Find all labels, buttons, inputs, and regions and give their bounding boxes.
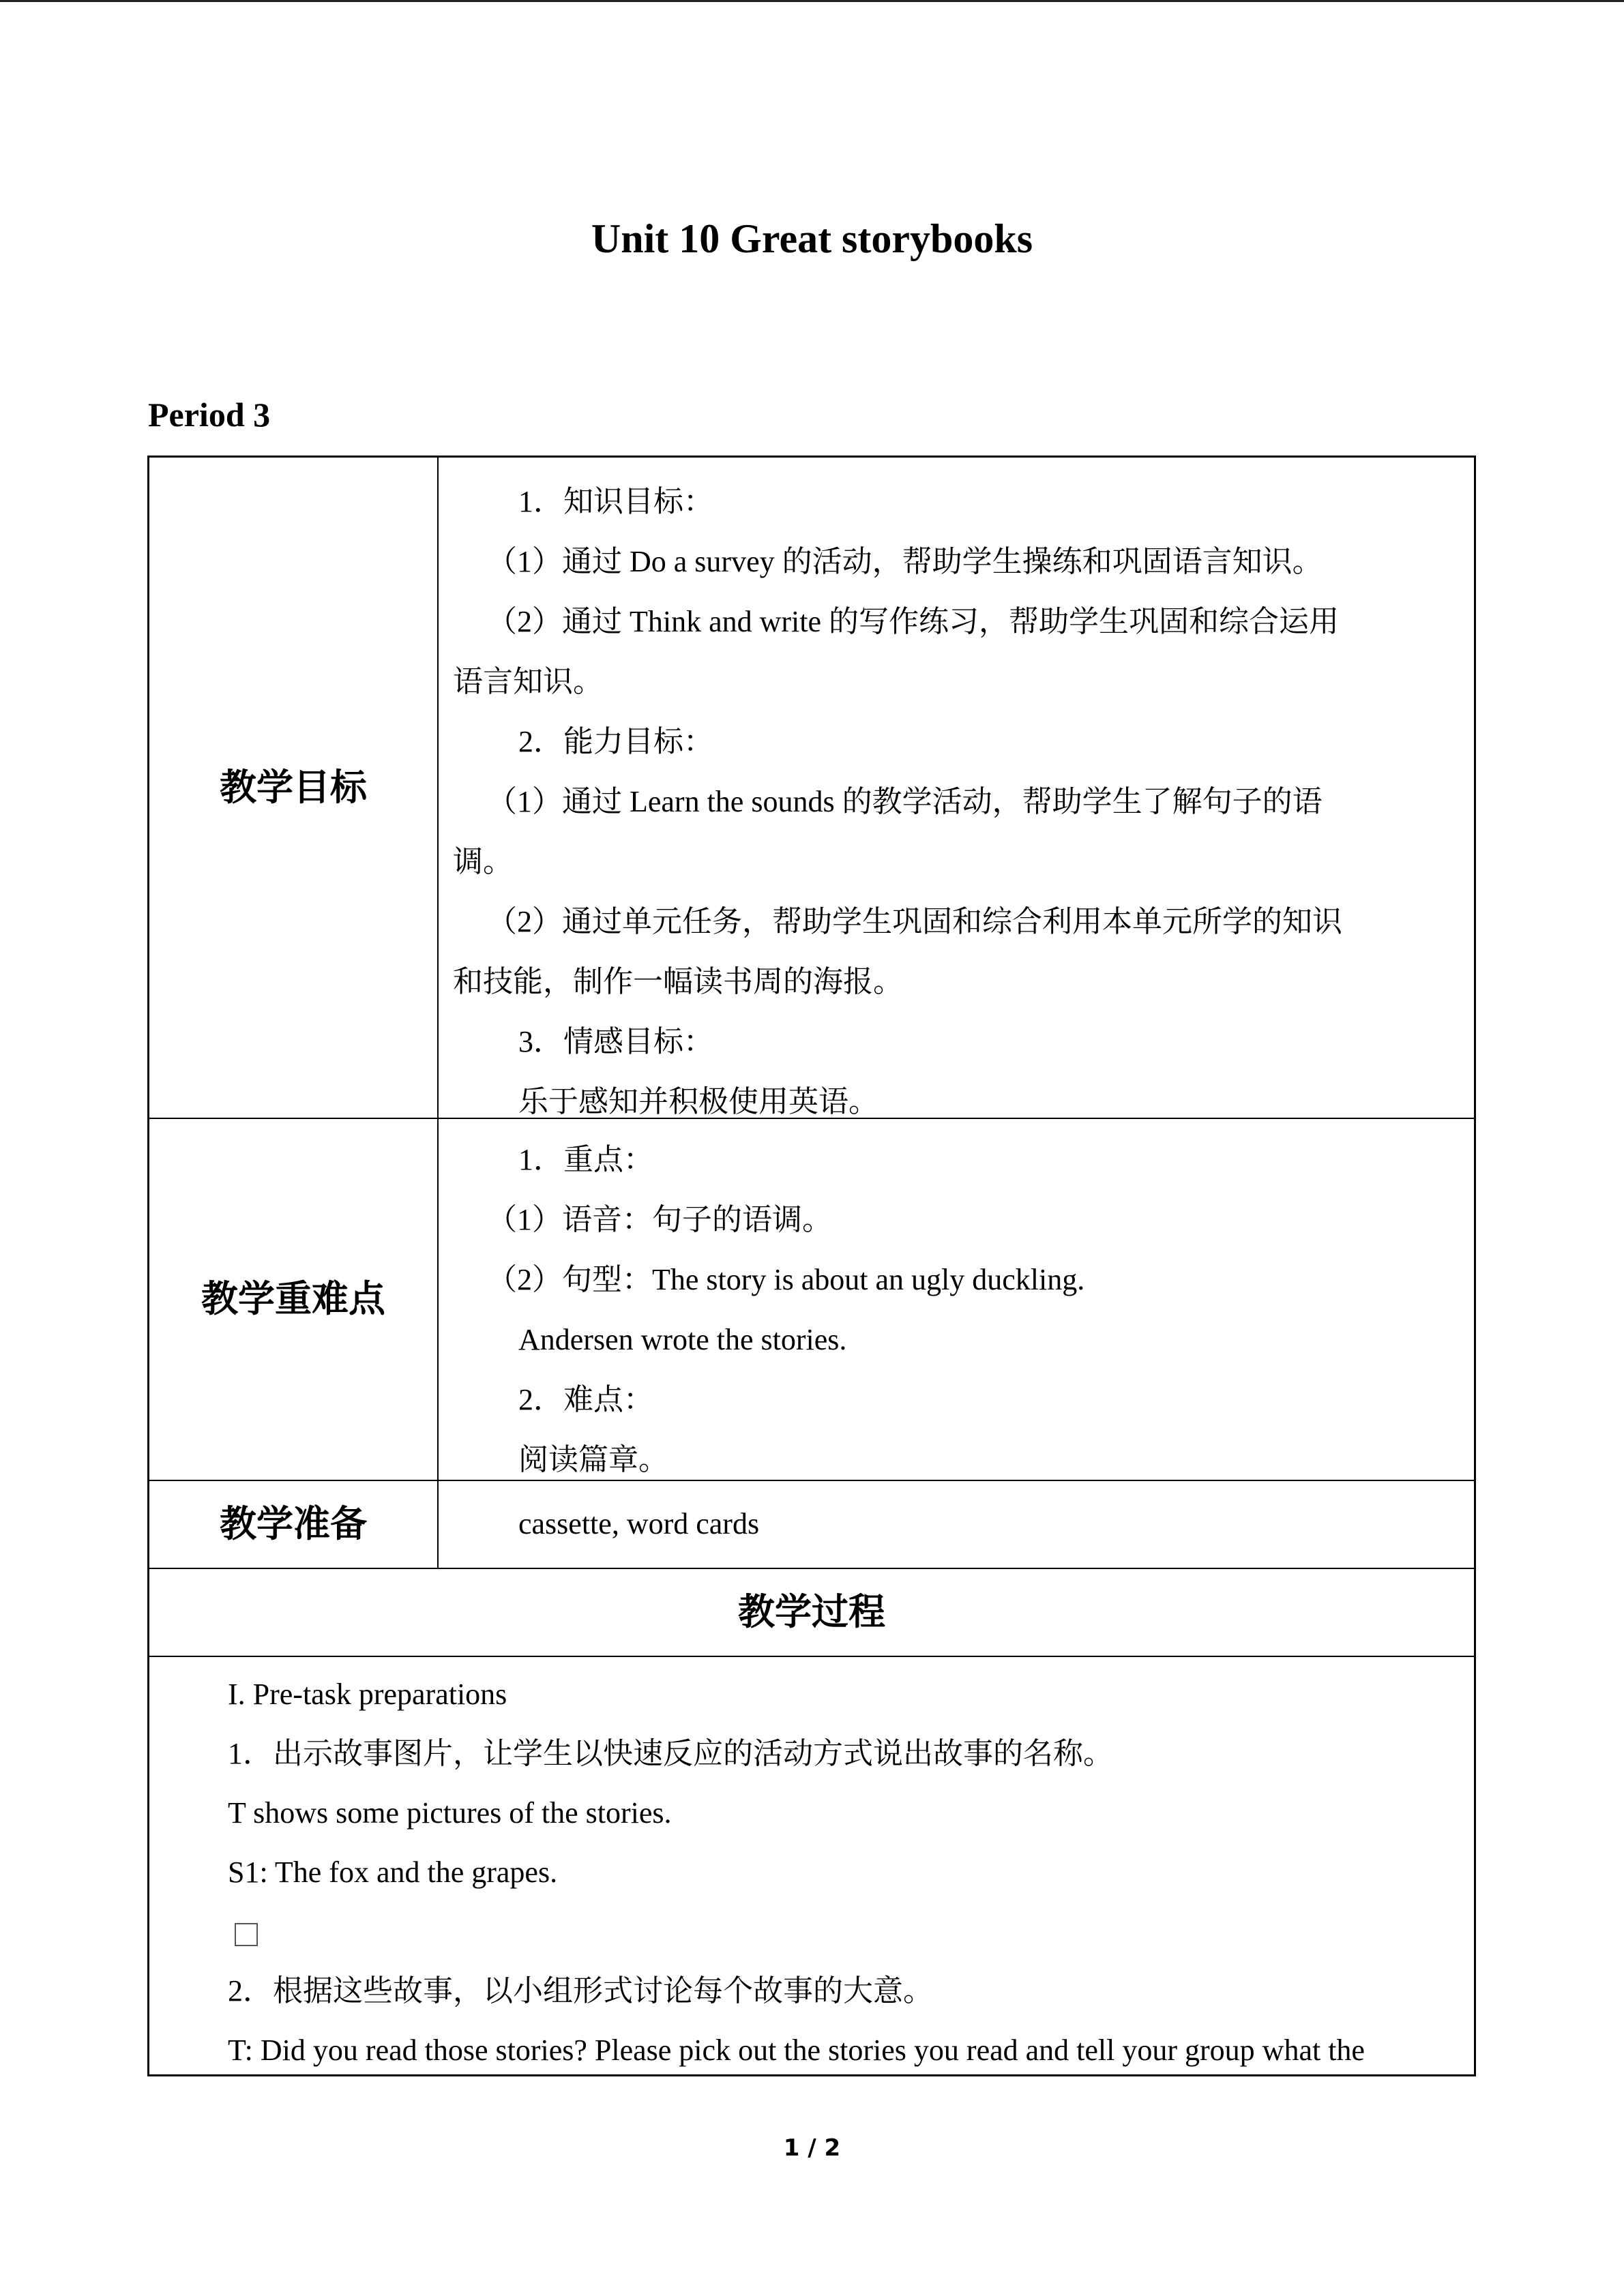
objectives-line: （2）通过单元任务，帮助学生巩固和综合利用本单元所学的知识	[487, 905, 1342, 938]
objectives-line: （1）通过 Do a survey 的活动，帮助学生操练和巩固语言知识。	[487, 545, 1323, 578]
key-points-line: 1．重点：	[518, 1143, 653, 1176]
objectives-line: 和技能，制作一幅读书周的海报。	[453, 965, 903, 998]
objectives-line: （2）通过 Think and write 的写作练习，帮助学生巩固和综合运用	[487, 605, 1340, 638]
process-line: S1: The fox and the grapes.	[228, 1855, 558, 1889]
key-points-line: 阅读篇章。	[518, 1443, 668, 1476]
empty-box-icon	[235, 1923, 258, 1946]
process-line: I. Pre-task preparations	[228, 1678, 507, 1711]
process-content	[228, 1665, 1462, 2076]
preparation-label: 教学准备	[220, 1502, 367, 1545]
preparation-text: cassette, word cards	[518, 1507, 760, 1540]
row-divider	[149, 1656, 1474, 1657]
key-points-content	[453, 1130, 1462, 1490]
period-heading: Period 3	[148, 396, 271, 434]
objectives-line: 1．知识目标：	[518, 485, 713, 518]
objectives-line: （1）通过 Learn the sounds 的教学活动，帮助学生了解句子的语	[487, 785, 1323, 818]
process-line: T shows some pictures of the stories.	[228, 1796, 672, 1830]
page-number: 1 / 2	[783, 2134, 841, 2162]
objectives-line: 3．情感目标：	[518, 1025, 713, 1058]
lesson-plan-table	[147, 456, 1476, 2076]
objectives-content	[453, 472, 1462, 1132]
key-points-line: Andersen wrote the stories.	[518, 1323, 847, 1356]
objectives-line: 乐于感知并积极使用英语。	[518, 1085, 879, 1118]
top-border-line	[0, 0, 1624, 2]
preparation-content	[453, 1481, 1462, 1567]
process-heading: 教学过程	[738, 1590, 885, 1633]
key-points-line: （1）语音：句子的语调。	[487, 1203, 832, 1236]
key-points-line: （2）句型：The story is about an ugly duckling.	[487, 1263, 1085, 1296]
objectives-line: 2．能力目标：	[518, 725, 713, 758]
objectives-label: 教学目标	[220, 766, 367, 809]
document-title: Unit 10 Great storybooks	[591, 216, 1033, 261]
process-line: T: Did you read those stories? Please pick out the stories you read and tell your group what the	[228, 2033, 1365, 2067]
column-divider	[437, 458, 439, 1569]
objectives-line: 语言知识。	[453, 665, 603, 698]
key-points-label: 教学重难点	[201, 1277, 385, 1320]
objectives-line: 调。	[453, 845, 513, 878]
process-line: 1．出示故事图片，让学生以快速反应的活动方式说出故事的名称。	[228, 1737, 1113, 1770]
process-line: 2．根据这些故事，以小组形式讨论每个故事的大意。	[228, 1974, 933, 2008]
placeholder-box	[228, 1902, 1462, 1961]
key-points-line: 2．难点：	[518, 1383, 653, 1416]
